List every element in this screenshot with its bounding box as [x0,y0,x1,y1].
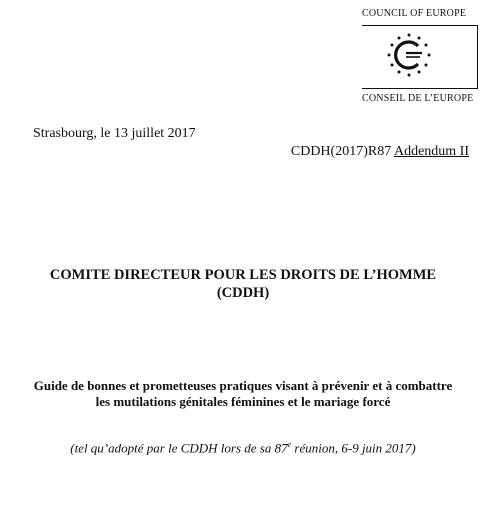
adoption-note [0,440,486,456]
logo-top-text: COUNCIL OF EUROPE [362,8,467,19]
addendum-label: Addendum II [393,144,469,159]
guide-title [0,378,486,410]
adoption-note-text: (tel qu’adopté par le CDDH lors de sa 87 [70,440,288,456]
document-reference [291,144,469,160]
document-code: CDDH(2017)R87 [290,144,392,159]
adoption-note-superscript: e [287,440,292,449]
logo-bottom-text: CONSEIL DE L’EUROPE [362,93,474,104]
guide-title-line1: Guide de bonnes et prometteuses pratiques visant à prévenir et à combattre [33,378,453,393]
adoption-note-text-end: réunion, 6-9 juin 2017) [291,440,416,456]
guide-title-line2: les mutilations génitales féminines et le mariage forcé [95,394,391,409]
committee-name: COMITE DIRECTEUR POUR LES DROITS DE L’HOMME [49,267,437,283]
council-of-europe-emblem-icon [384,30,434,80]
committee-acronym: (CDDH) [216,285,270,301]
place-and-date: Strasbourg, le 13 juillet 2017 [33,126,196,141]
committee-title [0,266,486,302]
